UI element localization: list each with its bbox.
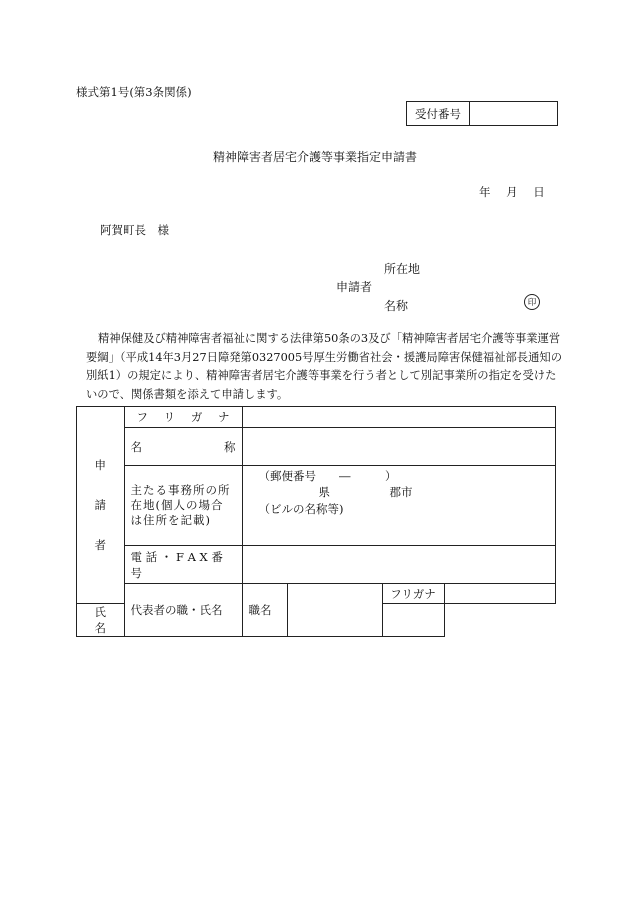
receipt-number-box [406, 101, 558, 126]
date-line: 年 月 日 [479, 185, 545, 199]
receipt-number-label: 受付番号 [407, 102, 470, 125]
side-label-char: 申 [94, 458, 106, 472]
applicant-side-label [77, 407, 125, 604]
pref-city-line [259, 484, 550, 501]
location-label: 所在地 [384, 262, 421, 276]
applicant-label: 申請者 [336, 280, 373, 294]
address-label: 主たる事務所の所在地(個人の場合は住所を記載) [124, 466, 242, 546]
building-line: （ビルの名称等) [258, 502, 344, 516]
body-paragraph: 精神保健及び精神障害者福祉に関する法律第50条の3及び「精神障害者居宅介護等事業運営要綱」（平成14年3月27日障発第0327005号厚生労働省社会・援護局障害保健福祉部長通知の別紙1）の規定により、精神障害者居宅介護等事業を行う者として別記事業所の指定を受けたいので、関係書類を添えて申請します。 [86, 332, 562, 401]
furigana-label: フ リ ガ ナ [124, 407, 242, 428]
job-title-label: 職名 [242, 584, 287, 637]
document-title: 精神障害者居宅介護等事業指定申請書 [212, 150, 417, 164]
phone-fax-label: 電 話 ・ F A X 番 号 [124, 546, 242, 584]
form-number: 様式第1号(第3条関係) [76, 85, 192, 99]
address-field[interactable] [242, 466, 556, 546]
furigana-field[interactable] [242, 407, 556, 428]
receipt-number-field[interactable] [470, 102, 557, 125]
addressee: 阿賀町長 様 [100, 223, 169, 237]
company-name-field[interactable] [242, 428, 556, 466]
seal-mark: 印 [524, 294, 540, 310]
side-label-char: 請 [94, 498, 106, 512]
job-title-field[interactable] [287, 584, 382, 637]
city-label: 郡市 [389, 485, 413, 499]
company-name-label: 名 称 [124, 428, 242, 466]
side-label-char: 者 [94, 538, 106, 552]
representative-label: 代表者の職・氏名 [124, 584, 242, 637]
rep-furigana-field[interactable] [444, 584, 556, 604]
name-label: 名称 [384, 299, 409, 313]
application-table [76, 406, 556, 637]
rep-furigana-label: フリガナ [382, 584, 444, 604]
phone-fax-field[interactable] [242, 546, 556, 584]
rep-name-label: 氏 名 [77, 604, 125, 637]
rep-name-field[interactable] [382, 604, 444, 637]
postal-code-line: （郵便番号 ― ） [258, 469, 397, 483]
prefecture-label: 県 [318, 485, 330, 499]
